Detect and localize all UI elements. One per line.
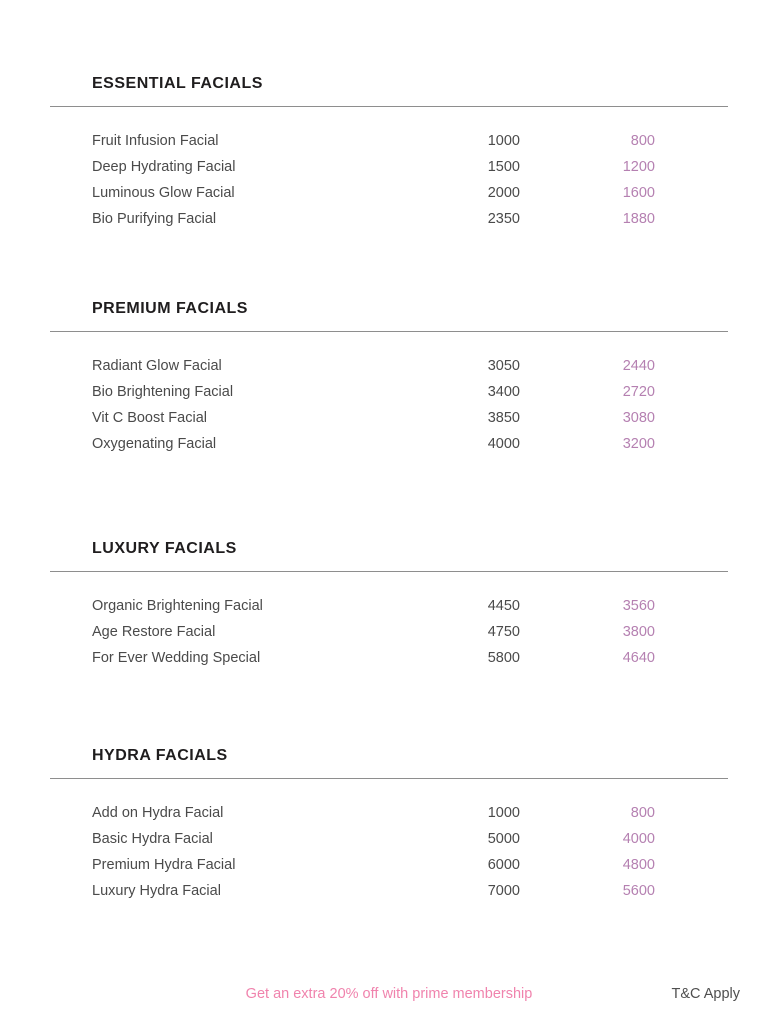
service-name: For Ever Wedding Special bbox=[92, 650, 261, 666]
section-title: PREMIUM FACIALS bbox=[92, 300, 248, 317]
table-row bbox=[92, 593, 655, 619]
section-divider bbox=[50, 331, 728, 332]
section-divider bbox=[50, 106, 728, 107]
original-price: 5800 bbox=[487, 650, 520, 666]
table-row bbox=[92, 206, 655, 232]
section-rows bbox=[92, 593, 655, 671]
original-price: 1000 bbox=[487, 805, 520, 821]
original-price: 6000 bbox=[487, 857, 520, 873]
discounted-price: 2440 bbox=[622, 358, 655, 374]
original-price: 3050 bbox=[487, 358, 520, 374]
table-row bbox=[92, 353, 655, 379]
price-section bbox=[0, 747, 778, 904]
original-price: 3850 bbox=[487, 410, 520, 426]
price-section bbox=[0, 75, 778, 232]
discounted-price: 3800 bbox=[622, 624, 655, 640]
service-name: Age Restore Facial bbox=[92, 624, 216, 640]
discounted-price: 2720 bbox=[622, 384, 655, 400]
table-row bbox=[92, 379, 655, 405]
original-price: 5000 bbox=[487, 831, 520, 847]
service-name: Radiant Glow Facial bbox=[92, 358, 222, 374]
discounted-price: 1880 bbox=[622, 211, 655, 227]
original-price: 2000 bbox=[487, 185, 520, 201]
price-section bbox=[0, 300, 778, 457]
service-name: Oxygenating Facial bbox=[92, 436, 217, 452]
section-divider bbox=[50, 778, 728, 779]
table-row bbox=[92, 431, 655, 457]
table-row bbox=[92, 180, 655, 206]
discounted-price: 4800 bbox=[622, 857, 655, 873]
discounted-price: 3200 bbox=[622, 436, 655, 452]
discounted-price: 800 bbox=[630, 805, 655, 821]
original-price: 7000 bbox=[487, 883, 520, 899]
service-name: Basic Hydra Facial bbox=[92, 831, 213, 847]
table-row bbox=[92, 154, 655, 180]
table-row bbox=[92, 826, 655, 852]
discounted-price: 3560 bbox=[622, 598, 655, 614]
original-price: 2350 bbox=[487, 211, 520, 227]
section-title: HYDRA FACIALS bbox=[92, 747, 228, 764]
service-name: Deep Hydrating Facial bbox=[92, 159, 236, 175]
table-row bbox=[92, 645, 655, 671]
original-price: 4750 bbox=[487, 624, 520, 640]
service-name: Fruit Infusion Facial bbox=[92, 133, 219, 149]
service-name: Luxury Hydra Facial bbox=[92, 883, 221, 899]
service-name: Premium Hydra Facial bbox=[92, 857, 236, 873]
table-row bbox=[92, 619, 655, 645]
discounted-price: 1600 bbox=[622, 185, 655, 201]
table-row bbox=[92, 878, 655, 904]
promo-text: Get an extra 20% off with prime membership bbox=[245, 986, 533, 1002]
discounted-price: 800 bbox=[630, 133, 655, 149]
service-name: Vit C Boost Facial bbox=[92, 410, 207, 426]
section-rows bbox=[92, 800, 655, 904]
original-price: 1000 bbox=[487, 133, 520, 149]
page-footer bbox=[0, 986, 778, 1006]
original-price: 3400 bbox=[487, 384, 520, 400]
discounted-price: 1200 bbox=[622, 159, 655, 175]
original-price: 1500 bbox=[487, 159, 520, 175]
section-rows bbox=[92, 353, 655, 457]
table-row bbox=[92, 852, 655, 878]
service-name: Luminous Glow Facial bbox=[92, 185, 235, 201]
section-rows bbox=[92, 128, 655, 232]
table-row bbox=[92, 405, 655, 431]
table-row bbox=[92, 128, 655, 154]
section-title: LUXURY FACIALS bbox=[92, 540, 237, 557]
price-section bbox=[0, 540, 778, 671]
terms-text: T&C Apply bbox=[671, 986, 740, 1002]
discounted-price: 4640 bbox=[622, 650, 655, 666]
discounted-price: 3080 bbox=[622, 410, 655, 426]
original-price: 4450 bbox=[487, 598, 520, 614]
service-name: Bio Brightening Facial bbox=[92, 384, 234, 400]
service-name: Organic Brightening Facial bbox=[92, 598, 263, 614]
discounted-price: 4000 bbox=[622, 831, 655, 847]
original-price: 4000 bbox=[487, 436, 520, 452]
table-row bbox=[92, 800, 655, 826]
section-divider bbox=[50, 571, 728, 572]
service-name: Add on Hydra Facial bbox=[92, 805, 224, 821]
section-title: ESSENTIAL FACIALS bbox=[92, 75, 263, 92]
service-name: Bio Purifying Facial bbox=[92, 211, 217, 227]
discounted-price: 5600 bbox=[622, 883, 655, 899]
